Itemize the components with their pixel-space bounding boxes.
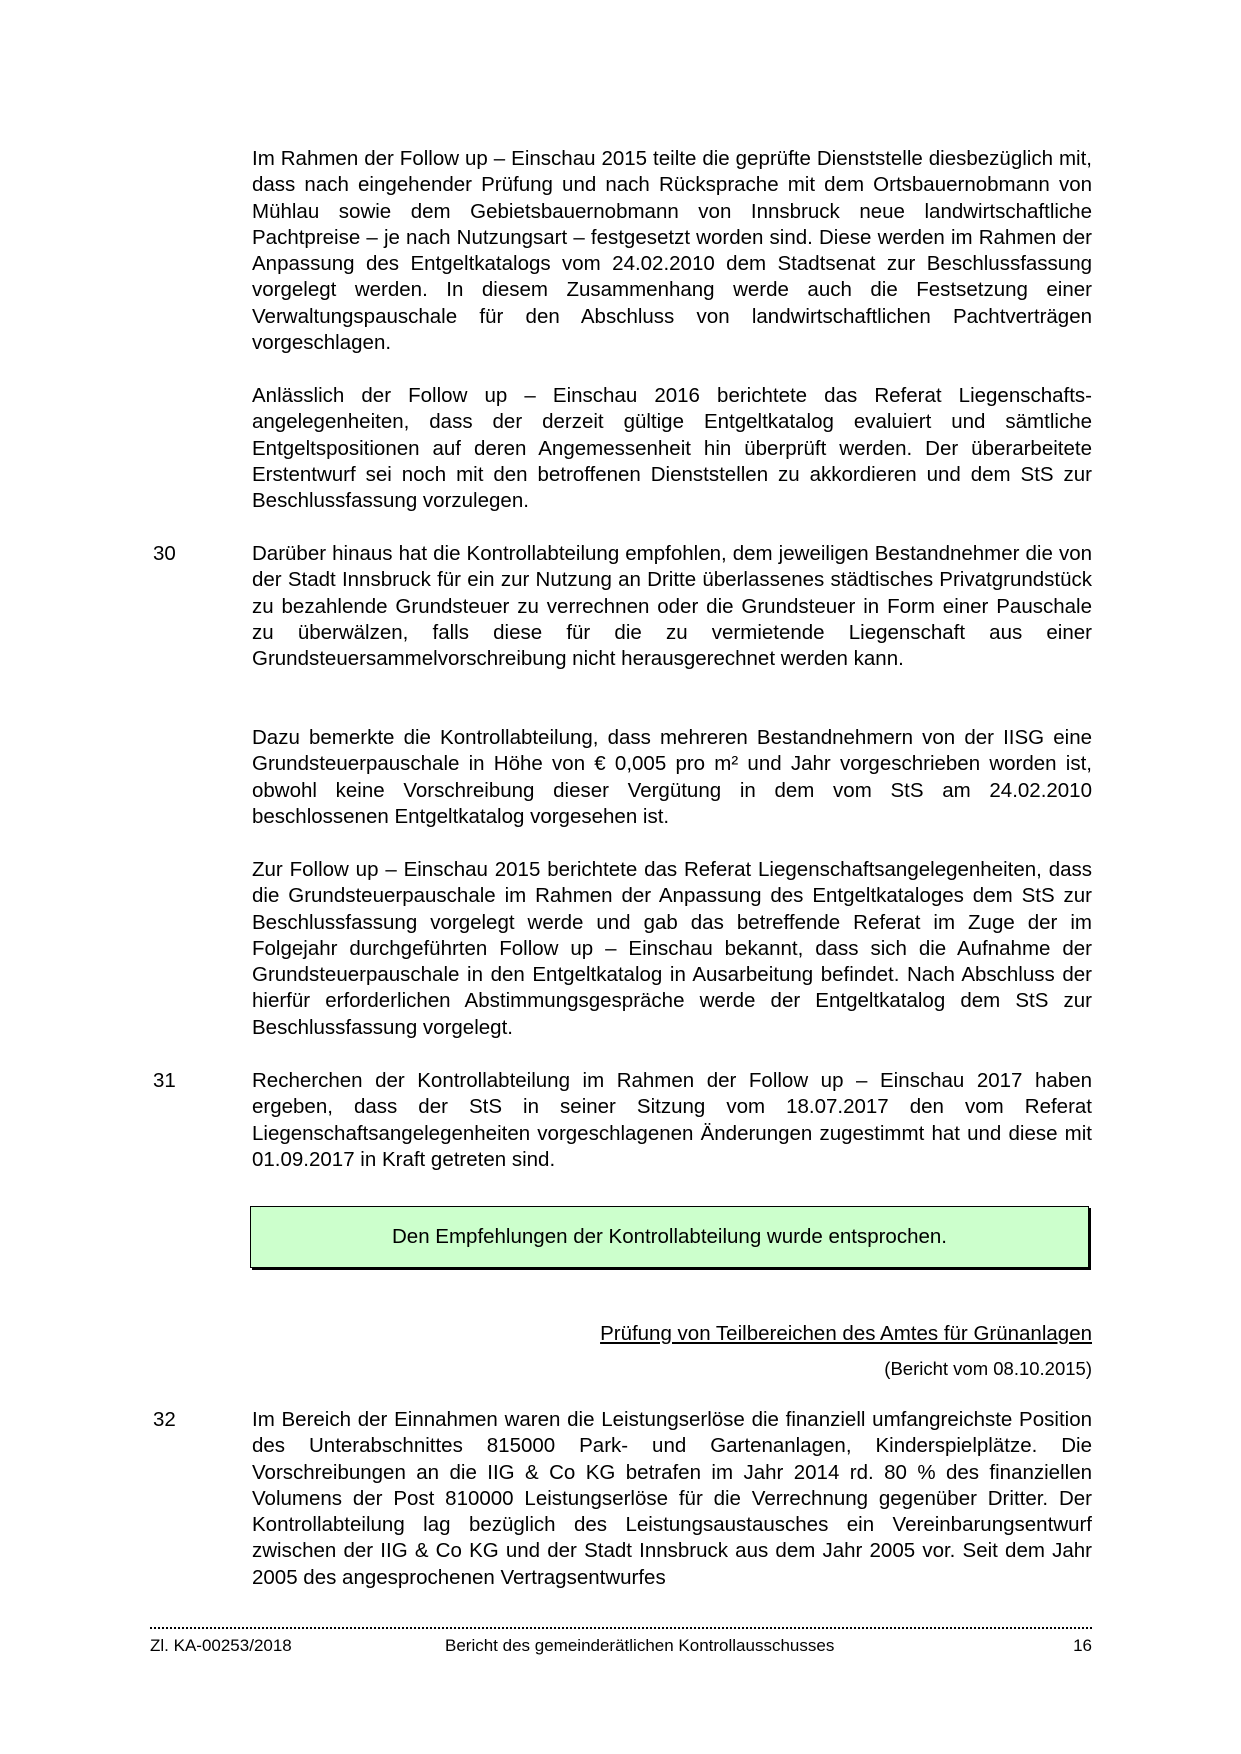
result-box <box>250 1206 1089 1268</box>
section-subheading: (Bericht vom 08.10.2015) <box>884 1358 1092 1379</box>
paragraph: Recherchen der Kontrollabteilung im Rahmen der Follow up – Einschau 2017 haben ergeben, dass der StS in seiner Sitzung vom 18.07.2017 den vom Referat Liegenschaftsangelegenheiten vorgeschlagenen Änderungen zugestimmt hat und diese mit 01.09.2017 in Kraft getreten sind. <box>252 1069 1092 1171</box>
paragraph: Im Rahmen der Follow up – Einschau 2015 teilte die geprüfte Dienststelle diesbezüglich mit, dass nach eingehender Prüfung und nach Rücksprache mit dem Ortsbauernobmann von Mühlau sowie dem Gebietsbauernobmann von Innsbruck neue landwirtschaftliche Pachtpreise – je nach Nutzungsart – festgesetzt worden sind. Diese werden im Rahmen der Anpassung des Entgeltkatalogs vom 24.02.2010 dem Stadtsenat zur Beschlussfassung vorgelegt werden. In diesem Zusammenhang werde auch die Festsetzung einer Verwaltungspauschale für den Abschluss von landwirtschaftlichen Pachtverträgen vorgeschlagen. <box>252 147 1092 355</box>
item-number: 30 <box>153 542 176 565</box>
paragraph: Zur Follow up – Einschau 2015 berichtete das Referat Liegenschaftsangelegenheiten, dass die Grundsteuerpauschale im Rahmen der Anpassung des Entgeltkataloges dem StS zur Beschlussfassung vorgelegt werde und gab das betreffende Referat im Zuge der im Folgejahr durchgeführten Follow up – Einschau bekannt, dass sich die Aufnahme der Grundsteuerpauschale in den Entgeltkatalog in Ausarbeitung befindet. Nach Abschluss der hierfür erforderlichen Abstimmungsgespräche werde der Entgeltkatalog dem StS zur Beschlussfassung vorgelegt. <box>252 858 1092 1039</box>
page-number: 16 <box>1073 1636 1092 1655</box>
section-heading: Prüfung von Teilbereichen des Amtes für Grünanlagen <box>600 1322 1092 1345</box>
paragraph: Im Bereich der Einnahmen waren die Leistungserlöse die finanziell umfangreichste Position des Unterabschnittes 815000 Park- und Gartenanlagen, Kinderspielplätze. Die Vorschreibungen an die IIG & Co KG betrafen im Jahr 2014 rd. 80 % des finanziellen Volumens der Post 810000 Leistungserlöse für die Verrechnung gegenüber Dritter. Der Kontrollabteilung lag bezüglich des Leistungsaustausches ein Vereinbarungsentwurf zwischen der IIG & Co KG und der Stadt Innsbruck aus dem Jahr 2005 vor. Seit dem Jahr 2005 des angesprochenen Vertragsentwurfes <box>252 1408 1092 1589</box>
footer-title: Bericht des gemeinderätlichen Kontrollausschusses <box>445 1636 835 1655</box>
result-text: Den Empfehlungen der Kontrollabteilung wurde entsprochen. <box>391 1225 947 1248</box>
item-number: 31 <box>153 1069 176 1092</box>
footer-reference: Zl. KA-00253/2018 <box>150 1636 292 1655</box>
item-number: 32 <box>153 1408 176 1431</box>
paragraph: Anlässlich der Follow up – Einschau 2016 berichtete das Referat Liegenschaftsangelegenheiten, dass der derzeit gültige Entgeltkatalog evaluiert und sämtliche Entgeltspositionen auf deren Angemessenheit hin überprüft werden. Der überarbeitete Erstentwurf sei noch mit den betroffenen Dienststellen zu akkordieren und dem StS zur Beschlussfassung vorzulegen. <box>252 384 1092 513</box>
paragraph: Dazu bemerkte die Kontrollabteilung, dass mehreren Bestandnehmern von der IISG eine Grundsteuerpauschale in Höhe von € 0,005 pro m² und Jahr vorgeschrieben worden ist, obwohl keine Vorschreibung dieser Vergütung in dem vom StS am 24.02.2010 beschlossenen Entgeltkatalog vorgesehen ist. <box>252 726 1092 828</box>
paragraph: Darüber hinaus hat die Kontrollabteilung empfohlen, dem jeweiligen Bestandnehmer die von der Stadt Innsbruck für ein zur Nutzung an Dritte überlassenes städtisches Privatgrundstück zu bezahlende Grundsteuer zu verrechnen oder die Grundsteuer in Form einer Pauschale zu überwälzen, falls diese für die zu vermietende Liegenschaft aus einer Grundsteuersammelvorschreibung nicht herausgerechnet werden kann. <box>252 542 1092 671</box>
footer-divider <box>150 1627 1092 1629</box>
